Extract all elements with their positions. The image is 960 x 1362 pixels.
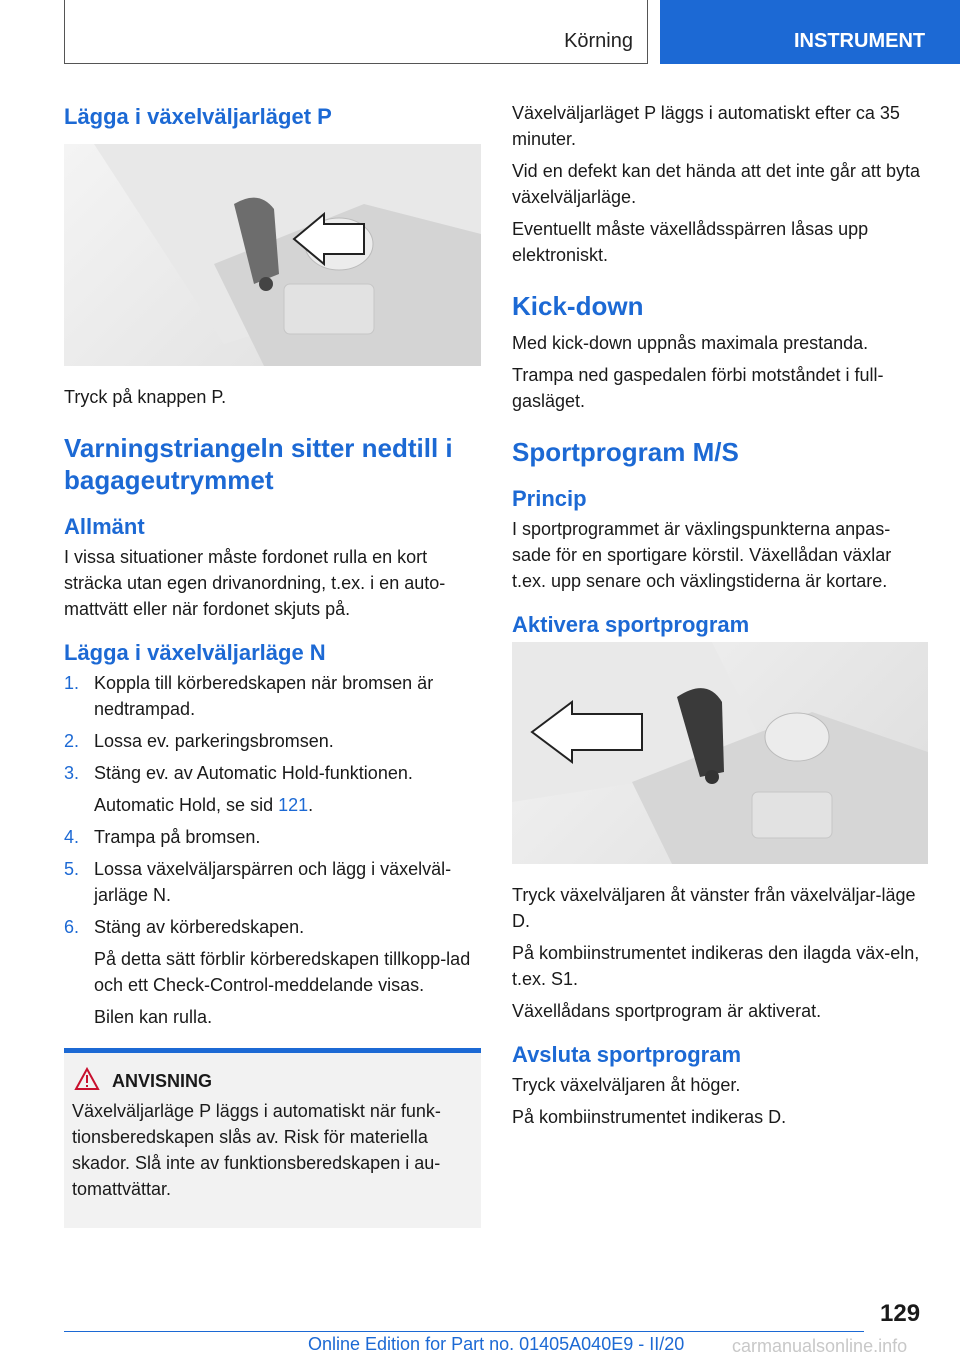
text-act3: Växellådans sportprogram är aktiverat. xyxy=(512,1001,822,1021)
steps-list-2 xyxy=(64,824,481,940)
header-section-box xyxy=(64,0,648,64)
list-item: 2. Lossa ev. parkeringsbromsen. xyxy=(64,731,334,751)
text-principle: I sportprogrammet är växlingspunkterna anpas-sade för en sportigare körstil. Växellådan växlar t.ex. upp senare och växlingstiderna är kortare. xyxy=(512,519,892,591)
text-end2: På kombiinstrumentet indikeras D. xyxy=(512,1107,787,1127)
heading-kickdown: Kick-down xyxy=(512,291,644,321)
footer-edition: Online Edition for Part no. 01405A040E9 - II/20 xyxy=(308,1334,685,1354)
header-chapter: INSTRUMENT xyxy=(660,0,960,64)
text-act2: På kombiinstrumentet indikeras den ilagda väx-eln, t.ex. S1. xyxy=(512,943,920,989)
heading-activate: Aktivera sportprogram xyxy=(512,612,750,637)
gear-selector-left-illustration xyxy=(512,642,928,864)
text-act1: Tryck växelväljaren åt vänster från växelväljar-läge D. xyxy=(512,885,916,931)
step6-note2: Bilen kan rulla. xyxy=(94,1007,213,1027)
steps-list xyxy=(64,670,481,786)
text-auto-p: Växelväljarläget P läggs i automatiskt efter ca 35 minuter. xyxy=(512,103,900,149)
list-item: 6. Stäng av körberedskapen. xyxy=(64,917,305,937)
footer-divider xyxy=(64,1331,864,1332)
heading-general: Allmänt xyxy=(64,514,145,539)
text-kick1: Med kick-down uppnås maximala prestanda. xyxy=(512,333,869,353)
text-kick2: Trampa ned gaspedalen förbi motståndet i full-gasläget. xyxy=(512,365,884,411)
list-item: 5. Lossa växelväljarspärren och lägg i växelväl-jarläge N. xyxy=(64,859,452,905)
heading-principle: Princip xyxy=(512,486,587,511)
header-section: Körning xyxy=(564,30,633,52)
list-item: 1. Koppla till körberedskapen när bromsen är nedtrampad. xyxy=(64,673,434,719)
gear-selector-image-sport xyxy=(512,642,928,864)
step3-note: Automatic Hold, se sid 121. xyxy=(94,795,314,815)
page-link[interactable]: 121 xyxy=(278,795,309,815)
page-number: 129 xyxy=(880,1300,921,1327)
warning-triangle-icon xyxy=(74,1067,100,1091)
list-item: 4. Trampa på bromsen. xyxy=(64,827,261,847)
heading-warning-triangle: Varningstriangeln sitter nedtill i bagageutrymmet xyxy=(64,433,453,495)
text-defect: Vid en defekt kan det hända att det inte går att byta växelväljarläge. xyxy=(512,161,920,207)
warning-box xyxy=(64,1048,481,1228)
text-general: I vissa situationer måste fordonet rulla en kort sträcka utan egen drivanordning, t.ex. i en auto-mattvätt eller när fordonet skjuts på. xyxy=(64,547,446,619)
heading-park: Lägga i växelväljarläget P xyxy=(64,104,332,129)
list-item: 3. Stäng ev. av Automatic Hold-funktionen. xyxy=(64,763,413,783)
text-press-p: Tryck på knappen P. xyxy=(64,387,227,407)
step6-note1: På detta sätt förblir körberedskapen tillkopp-lad och ett Check-Control-meddelande visas. xyxy=(94,949,471,995)
right-column xyxy=(512,100,928,1136)
gear-selector-illustration xyxy=(64,144,481,366)
warning-text: Växelväljarläge P läggs i automatiskt när funk-tionsberedskapen slås av. Risk för materiella skador. Slå inte av funktionsberedskapen i au-tomattvättar. xyxy=(72,1101,441,1199)
left-column xyxy=(64,100,481,1228)
heading-neutral: Lägga i växelväljarläge N xyxy=(64,640,326,665)
heading-end-sport: Avsluta sportprogram xyxy=(512,1042,742,1067)
warning-title: ANVISNING xyxy=(72,1071,471,1092)
text-end1: Tryck växelväljaren åt höger. xyxy=(512,1075,741,1095)
gear-selector-image-p xyxy=(64,144,481,366)
text-unlock: Eventuellt måste växellådsspärren låsas upp elektroniskt. xyxy=(512,219,869,265)
heading-sport: Sportprogram M/S xyxy=(512,437,739,467)
watermark: carmanualsonline.info xyxy=(732,1336,908,1356)
